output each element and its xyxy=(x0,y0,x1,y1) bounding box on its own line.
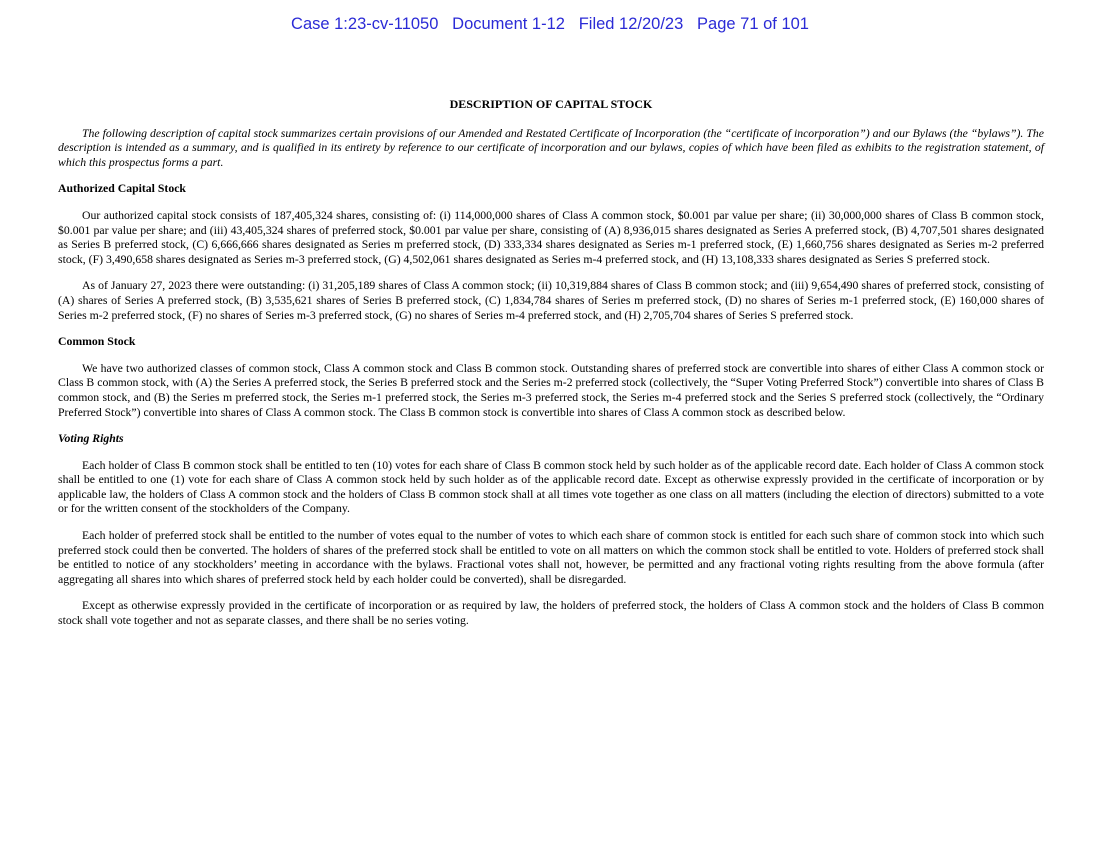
court-filing-stamp: Case 1:23-cv-11050 Document 1-12 Filed 12/20/23 Page 71 of 101 xyxy=(291,15,809,33)
heading-voting-rights: Voting Rights xyxy=(58,432,124,446)
paragraph-common-voting: Each holder of Class B common stock shall be entitled to ten (10) votes for each share of Class B common stock held by such holder as of the applicable record date. Each holder of Class A common stock shall be entitled to one (1) vote for each share of Class A common stock held by such holder as of the applicable record date. Except as otherwise expressly provided in the certificate of incorporation or by applicable law, the holders of Class A common stock and the holders of Class B common stock shall at all times vote together as one class on all matters (including the election of directors) submitted to a vote or for the written consent of the stockholders of the Company. xyxy=(58,458,1044,516)
heading-authorized-capital-stock: Authorized Capital Stock xyxy=(58,182,186,196)
intro-paragraph: The following description of capital stock summarizes certain provisions of our Amended and Restated Certificate of Incorporation (the “certificate of incorporation”) and our Bylaws (the “bylaws”). The description is intended as a summary, and is qualified in its entirety by reference to our certificate of incorporation and our bylaws, copies of which have been filed as exhibits to the registration statement, of which this prospectus forms a part. xyxy=(58,126,1044,169)
heading-common-stock: Common Stock xyxy=(58,335,136,349)
paragraph-preferred-voting: Each holder of preferred stock shall be entitled to the number of votes equal to the number of votes to which each share of common stock is entitled for each such share of common stock into which such preferred stock could then be converted. The holders of shares of the preferred stock shall be entitled to vote on all matters on which the common stock shall be entitled to vote. Holders of preferred stock shall be entitled to notice of any stockholders’ meeting in accordance with the bylaws. Fractional votes shall not, however, be permitted and any fractional voting rights resulting from the above formula (after aggregating all shares into which shares of preferred stock held by each holder could be converted), shall be disregarded. xyxy=(58,529,1044,586)
paragraph-outstanding-shares: As of January 27, 2023 there were outstanding: (i) 31,205,189 shares of Class A common stock; (ii) 10,319,884 shares of Class B common stock; and (iii) 9,654,490 shares of preferred stock, consisting of (A) shares of Series A preferred stock, (B) 3,535,621 shares of Series B preferred stock, (C) 1,834,784 shares of Series m preferred stock, (D) no shares of Series m-1 preferred stock, (E) 160,000 shares of Series m-2 preferred stock, (F) no shares of Series m-3 preferred stock, (G) no shares of Series m-4 preferred stock, and (H) 2,705,704 shares of Series S preferred stock. xyxy=(58,279,1044,322)
document-title: DESCRIPTION OF CAPITAL STOCK xyxy=(449,97,653,111)
paragraph-authorized-shares: Our authorized capital stock consists of 187,405,324 shares, consisting of: (i) 114,000,000 shares of Class A common stock, $0.001 par value per share; (ii) 30,000,000 shares of Class B common stock, $0.001 par value per share; and (iii) 43,405,324 shares of preferred stock, $0.001 par value per share, consisting of (A) 8,936,015 shares designated as Series A preferred stock, (B) 4,707,501 shares designated as Series B preferred stock, (C) 6,666,666 shares designated as Series m preferred stock, (D) 333,334 shares designated as Series m-1 preferred stock, (E) 1,660,756 shares designated as Series m-2 preferred stock, (F) 3,490,658 shares designated as Series m-3 preferred stock, (G) 4,502,061 shares designated as Series m-4 preferred stock, and (H) 13,108,333 shares designated as Series S preferred stock. xyxy=(58,208,1044,266)
paragraph-joint-voting: Except as otherwise expressly provided in the certificate of incorporation or as required by law, the holders of preferred stock, the holders of Class A common stock and the holders of Class B common stock shall vote together and not as separate classes, and there shall be no series voting. xyxy=(58,599,1044,628)
document-body xyxy=(58,97,1044,641)
paragraph-common-stock-classes: We have two authorized classes of common stock, Class A common stock and Class B common stock. Outstanding shares of preferred stock are convertible into shares of either Class A common stock or Class B common stock, with (A) the Series A preferred stock, the Series B preferred stock and the Series m-2 preferred stock (collectively, the “Super Voting Preferred Stock”) convertible into shares of Class B common stock, and (B) the Series m preferred stock, the Series m-1 preferred stock, the Series m-3 preferred stock, the Series m-4 preferred stock and the Series S preferred stock (collectively, the “Ordinary Preferred Stock”) convertible into shares of Class A common stock. The Class B common stock is convertible into shares of Class A common stock as described below. xyxy=(58,361,1044,419)
